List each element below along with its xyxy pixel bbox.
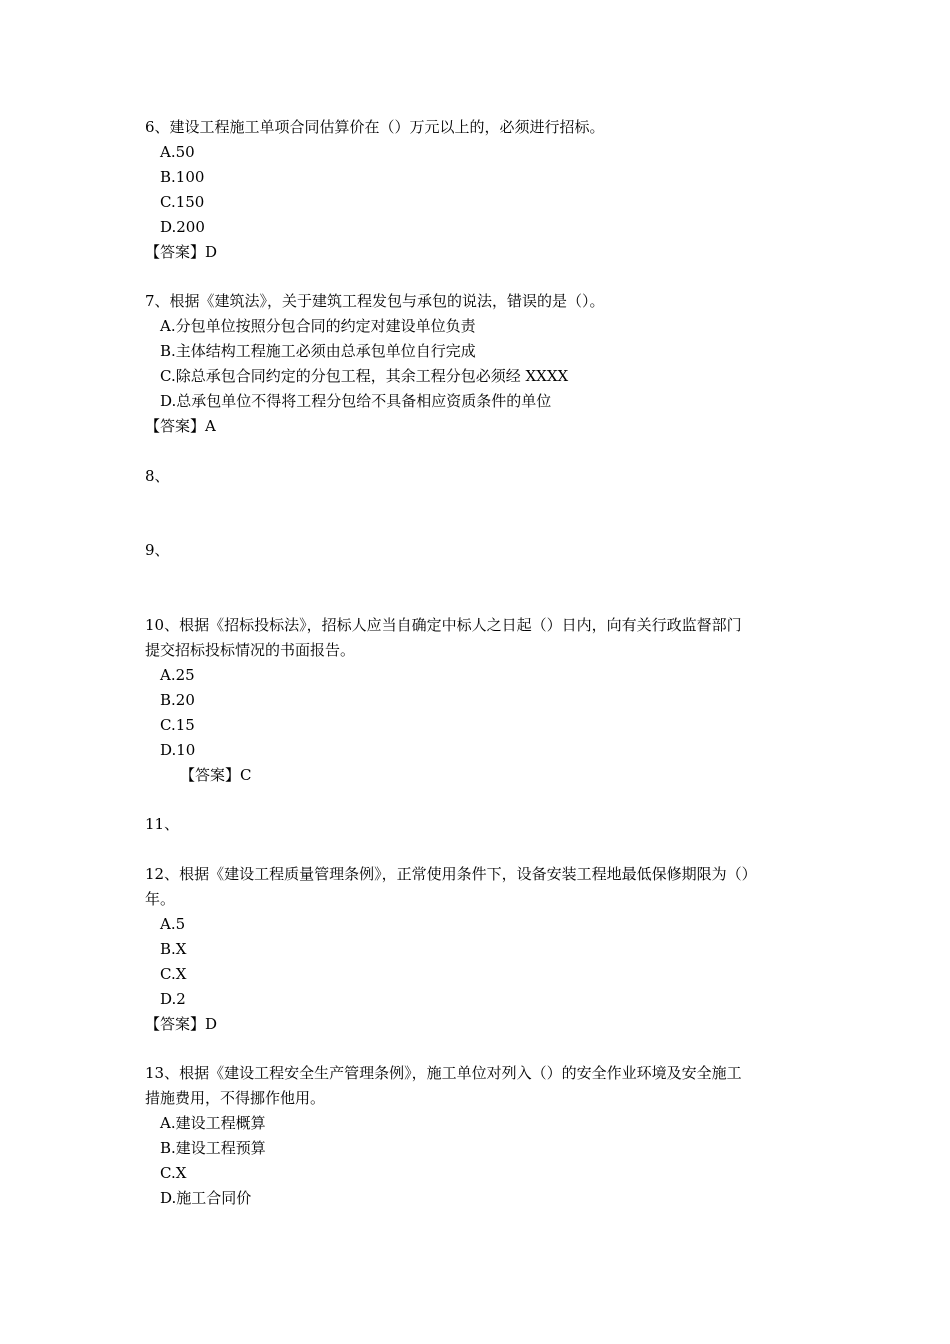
question-12-option-c: C.X: [160, 965, 187, 983]
question-12-option-b: B.X: [160, 940, 187, 958]
question-12-answer: 【答案】D: [145, 1015, 218, 1033]
question-10-answer: 【答案】C: [180, 766, 252, 784]
question-10-option-c: C.15: [160, 716, 195, 734]
question-13-stem-line-1: 13、根据《建设工程安全生产管理条例》，施工单位对列入（）的安全作业环境及安全施工: [145, 1064, 742, 1082]
question-6-option-d: D.200: [160, 218, 205, 236]
question-7-option-a: A.分包单位按照分包合同的约定对建设单位负责: [160, 317, 476, 335]
question-7-stem: 7、根据《建筑法》，关于建筑工程发包与承包的说法，错误的是（）。: [145, 292, 605, 310]
question-13-option-a: A.建设工程概算: [160, 1114, 266, 1132]
question-12-option-a: A.5: [160, 915, 186, 933]
question-7-answer: 【答案】A: [145, 417, 216, 435]
question-8-stem: 8、: [145, 467, 170, 485]
question-6-option-b: B.100: [160, 168, 205, 186]
question-6-stem: 6、建设工程施工单项合同估算价在（）万元以上的，必须进行招标。: [145, 118, 605, 136]
question-10-stem-line-1: 10、根据《招标投标法》，招标人应当自确定中标人之日起（）日内，向有关行政监督部门: [145, 616, 742, 634]
question-6-option-c: C.150: [160, 193, 205, 211]
question-6-answer: 【答案】D: [145, 243, 218, 261]
question-12-option-d: D.2: [160, 990, 186, 1008]
question-13-option-b: B.建设工程预算: [160, 1139, 266, 1157]
question-10-option-a: A.25: [160, 666, 195, 684]
question-12-stem-line-2: 年。: [145, 890, 176, 908]
question-13-stem-line-2: 措施费用，不得挪作他用。: [145, 1089, 326, 1107]
question-13-option-d: D.施工合同价: [160, 1189, 252, 1207]
question-6-option-a: A.50: [160, 143, 195, 161]
question-7-option-c: C.除总承包合同约定的分包工程，其余工程分包必须经 XXXX: [160, 367, 569, 385]
question-11-stem: 11、: [145, 815, 180, 833]
question-7-option-d: D.总承包单位不得将工程分包给不具备相应资质条件的单位: [160, 392, 552, 410]
question-13-option-c: C.X: [160, 1164, 187, 1182]
question-9-stem: 9、: [145, 541, 170, 559]
question-10-option-d: D.10: [160, 741, 196, 759]
question-10-stem-line-2: 提交招标投标情况的书面报告。: [145, 641, 356, 659]
question-12-stem-line-1: 12、根据《建设工程质量管理条例》，正常使用条件下，设备安装工程地最低保修期限为（）: [145, 865, 757, 883]
question-10-option-b: B.20: [160, 691, 195, 709]
question-7-option-b: B.主体结构工程施工必须由总承包单位自行完成: [160, 342, 476, 360]
